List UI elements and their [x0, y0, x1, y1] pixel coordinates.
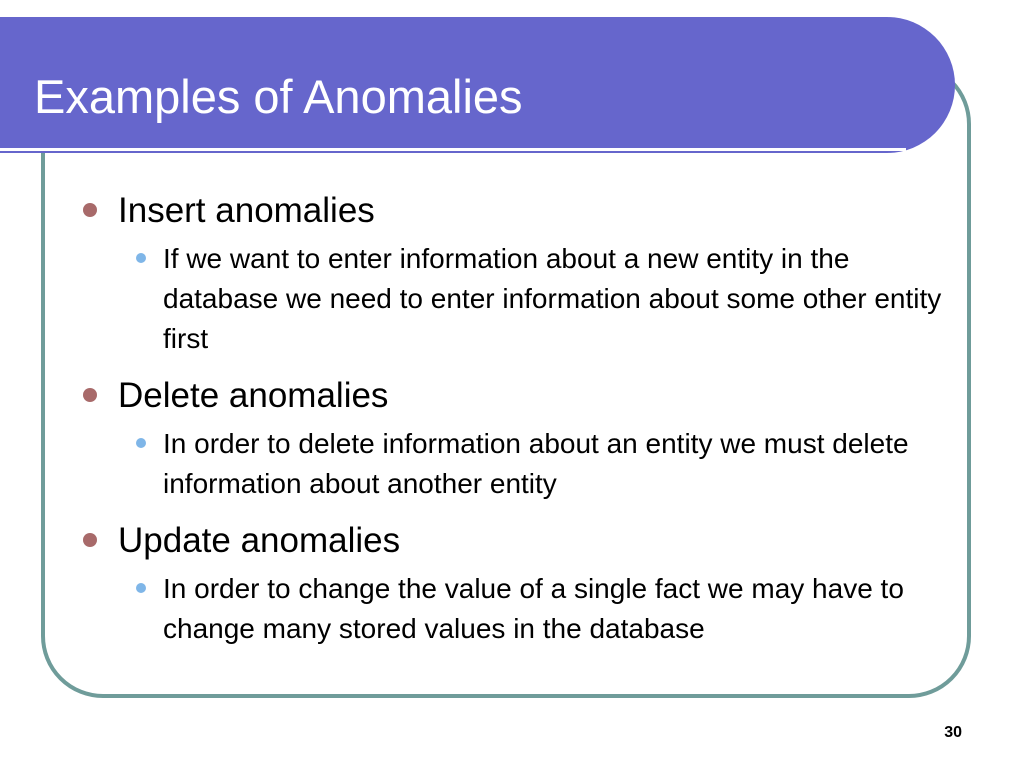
bullet-item	[80, 518, 960, 649]
sub-bullet-text: If we want to enter information about a new entity in the database we need to enter information about some other entity first	[163, 243, 942, 354]
bullet-dot-icon	[83, 203, 97, 217]
sub-bullet-list	[118, 569, 960, 649]
bullet-item	[80, 373, 960, 504]
title-bar	[0, 17, 955, 153]
sub-bullet-item	[118, 239, 960, 359]
slide-title: Examples of Anomalies	[34, 70, 523, 123]
bullet-dot-icon	[83, 388, 97, 402]
sub-bullet-text: In order to delete information about an entity we must delete information about another entity	[163, 428, 909, 499]
bullet-dot-icon	[83, 533, 97, 547]
bullet-heading: Insert anomalies	[118, 191, 375, 230]
sub-bullet-dot-icon	[136, 583, 146, 593]
sub-bullet-list	[118, 239, 960, 359]
bullet-list	[80, 188, 960, 649]
title-underline	[0, 148, 906, 151]
page-number: 30	[944, 724, 962, 741]
bullet-item	[80, 188, 960, 359]
sub-bullet-text: In order to change the value of a single fact we may have to change many stored values in the database	[163, 573, 904, 644]
sub-bullet-item	[118, 569, 960, 649]
sub-bullet-item	[118, 424, 960, 504]
sub-bullet-dot-icon	[136, 253, 146, 263]
bullet-heading: Update anomalies	[118, 521, 401, 560]
bullet-heading: Delete anomalies	[118, 376, 389, 415]
sub-bullet-list	[118, 424, 960, 504]
sub-bullet-dot-icon	[136, 438, 146, 448]
